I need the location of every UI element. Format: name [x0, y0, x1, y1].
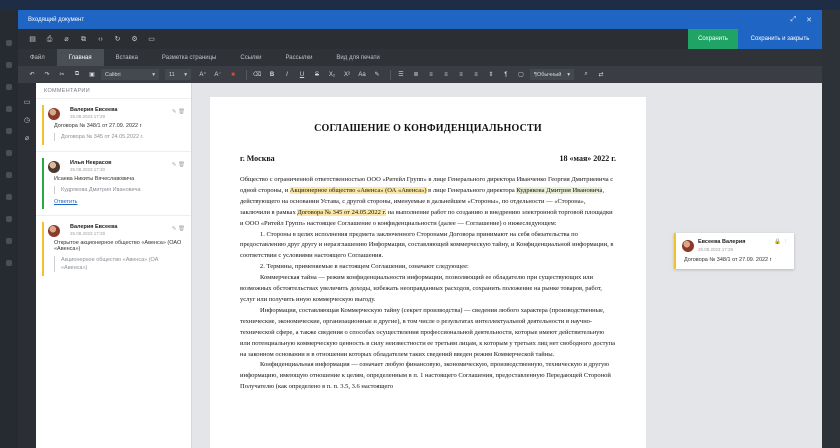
- sidebar-icon: [6, 172, 12, 178]
- comment-time: 25.08.2023 17:29: [70, 231, 106, 236]
- find-icon[interactable]: ⌕: [584, 71, 588, 77]
- refresh-icon[interactable]: ↻: [114, 35, 121, 43]
- comment-text: Открытое акционерное общество «Авенса» (ОАО «Авенса»): [54, 240, 182, 252]
- text-run: , действующего на основании Устава, с другой стороны, именуемые в дальнейшем «Стороны», по отдельности — «Сторона», заключили в рамках: [240, 186, 605, 216]
- avatar: [48, 161, 60, 173]
- bullets-icon[interactable]: ☰: [398, 72, 404, 78]
- modal-titlebar: [18, 10, 822, 29]
- comments-panel: [36, 83, 192, 448]
- text-color-icon[interactable]: ■: [231, 71, 235, 78]
- expand-icon[interactable]: ⤢: [790, 15, 797, 23]
- delete-icon[interactable]: 🗑: [178, 226, 185, 232]
- divider: [36, 151, 191, 152]
- document-city: г. Москва: [240, 154, 275, 163]
- chevron-down-icon: ▾: [184, 71, 187, 78]
- comment-quote: Кудрякова Дмитрия Ивановича: [54, 186, 185, 194]
- sidebar-icon: [6, 216, 12, 222]
- document-title: СОГЛАШЕНИЕ О КОНФИДЕНЦИАЛЬНОСТИ: [314, 123, 542, 134]
- divider: [36, 215, 191, 216]
- paragraph-icon[interactable]: ¶: [504, 71, 508, 78]
- avatar: [48, 225, 60, 237]
- comment-card[interactable]: [42, 158, 185, 209]
- ribbon-tabs: [18, 36, 822, 66]
- tab-references[interactable]: Ссылки: [240, 54, 262, 61]
- comment-author: Евсеева Валерия: [698, 239, 746, 245]
- divider: [390, 70, 391, 80]
- numbering-icon[interactable]: ≣: [413, 72, 419, 78]
- underline-icon[interactable]: U: [299, 71, 305, 78]
- city-date-row: [240, 154, 616, 163]
- clear-format-icon[interactable]: ⌫: [252, 72, 262, 78]
- font-size-value: 11: [169, 71, 175, 78]
- highlighted-text[interactable]: Кудрякова Дмитрия Ивановича: [516, 186, 603, 194]
- attach-icon[interactable]: ⌀: [64, 35, 69, 43]
- comment-time: 25.08.2023 17:29: [70, 114, 106, 119]
- italic-icon[interactable]: I: [286, 71, 288, 78]
- comment-text: Договора № 348/1 от 27.09. 2022 г: [54, 123, 142, 129]
- tab-file[interactable]: Файл: [30, 54, 45, 61]
- sidebar-icon: [6, 260, 12, 266]
- document-date: 18 «мая» 2022 г.: [559, 154, 616, 163]
- edit-icon[interactable]: ✎: [171, 109, 177, 115]
- avatar: [48, 108, 60, 120]
- comments-header: КОММЕНТАРИИ: [36, 83, 191, 99]
- sidebar-icon: [6, 128, 12, 134]
- replace-icon[interactable]: ⇄: [598, 72, 604, 78]
- line-spacing-icon[interactable]: ⇕: [488, 72, 494, 78]
- style-select[interactable]: [530, 69, 574, 80]
- comment-time: 25.08.2023 17:30: [70, 167, 106, 172]
- highlighted-text[interactable]: Договора № 345 от 24.05.2022 г.: [297, 208, 387, 216]
- edit-icon[interactable]: ✎: [171, 162, 177, 168]
- avatar: [682, 240, 694, 252]
- text-run: Общество с ограниченной ответственностью ООО «Ритейл Групп» в лице Генерального директора Иванченко Георгия Дмитриевича с одной стороны, и: [240, 176, 614, 194]
- attachments-icon[interactable]: ⌀: [24, 135, 30, 142]
- comment-text: Исаева Никиты Вячеславовича: [54, 176, 135, 182]
- comment-author: Валерия Евсеева: [70, 224, 118, 230]
- highlight-icon[interactable]: ✎: [374, 72, 380, 78]
- left-icon-rail: [18, 83, 36, 448]
- sidebar-icon: [6, 150, 12, 156]
- background-sidebar: [0, 10, 18, 448]
- delete-icon[interactable]: 🗑: [178, 109, 185, 115]
- background-topbar: [0, 0, 840, 10]
- inline-comment-card[interactable]: [674, 233, 794, 269]
- copy-format-icon[interactable]: ⧉: [74, 71, 80, 77]
- chevron-down-icon: ▾: [567, 71, 570, 78]
- comment-actions[interactable]: [172, 226, 185, 232]
- tab-home[interactable]: Главная: [57, 49, 104, 66]
- comment-author: Илья Некрасов: [70, 160, 112, 166]
- sidebar-icon: [6, 194, 12, 200]
- formatting-ribbon: [18, 66, 822, 83]
- comment-icon[interactable]: ▭: [148, 35, 155, 43]
- comment-time: 25.08.2023 17:29: [698, 247, 734, 252]
- comment-actions[interactable]: [774, 239, 788, 245]
- align-right-icon[interactable]: ≡: [459, 71, 463, 78]
- font-family-select[interactable]: [101, 69, 159, 80]
- sidebar-icon: [6, 40, 12, 46]
- comment-actions[interactable]: [172, 109, 185, 115]
- comment-author: Валерия Евсеева: [70, 107, 118, 113]
- code-icon[interactable]: ‹›: [98, 35, 103, 43]
- close-icon[interactable]: ✕: [806, 16, 812, 24]
- sidebar-icon: [6, 62, 12, 68]
- comment-card[interactable]: [42, 105, 185, 145]
- more-icon[interactable]: ⋮: [782, 239, 788, 245]
- redo-icon[interactable]: ↷: [44, 72, 50, 78]
- case-icon[interactable]: Aa: [358, 71, 366, 78]
- edit-icon[interactable]: ✎: [171, 226, 177, 232]
- paragraph: [240, 175, 616, 230]
- background-right-panel: [820, 10, 840, 448]
- undo-icon[interactable]: ↶: [29, 72, 35, 78]
- print-icon[interactable]: ⎙: [46, 35, 53, 43]
- modal-title: Входящий документ: [28, 16, 85, 23]
- document-page[interactable]: [210, 97, 646, 448]
- style-value: ¶Обычный: [534, 71, 562, 78]
- paragraph: 2. Термины, применяемые в настоящем Соглашении, означают следующее:: [260, 263, 469, 271]
- divider: [246, 70, 247, 80]
- highlighted-text[interactable]: Акционерное общество «Авенса» (ОА «Авенса»): [289, 186, 427, 194]
- settings-icon[interactable]: ⚙: [131, 35, 138, 43]
- subscript-icon[interactable]: X₂: [328, 71, 336, 78]
- paragraph: Информация, составляющая Коммерческую тайну (секрет производства) — сведения любого характера (производственные, технические, экономические, организационные и другие), в том числе о результатах интеллектуальной деятельности в научно-технической сфере, а также сведения о способах осуществления профессиональной деятельности, которые имеют действительную или потенциальную коммерческую ценность в силу неизвестности ее третьим лицам, к которым у третьих лиц нет свободного доступа на законном основании и в отношении которых обладателем таких сведений введен режим Коммерческой тайны.: [240, 306, 616, 358]
- sidebar-icon: [6, 84, 12, 90]
- lock-icon[interactable]: 🔒: [774, 239, 781, 245]
- comment-card[interactable]: [42, 222, 185, 276]
- tab-insert[interactable]: Вставка: [115, 54, 138, 61]
- font-family-value: Calibri: [105, 71, 121, 78]
- history-icon[interactable]: ◷: [23, 117, 31, 124]
- paragraph: Коммерческая тайна — режим конфиденциальности информации, позволяющий ее обладателю при существующих или возможных обстоятельствах увеличить доходы, избежать неоправданных расходов, сохранить положение на рынке товаров, работ, услуг или получить иную коммерческую выгоду.: [240, 274, 602, 303]
- font-size-select[interactable]: [165, 69, 191, 80]
- delete-icon[interactable]: 🗑: [178, 162, 185, 168]
- comment-quote: Договора № 345 от 24.05.2022 г.: [54, 133, 185, 141]
- justify-icon[interactable]: ≡: [474, 71, 478, 78]
- sidebar-icon: [6, 238, 12, 244]
- shading-icon[interactable]: ▢: [518, 72, 524, 78]
- copy-icon[interactable]: ⧉: [81, 35, 86, 43]
- document-icon[interactable]: ▤: [29, 35, 36, 43]
- text-run: в лице Генерального директора: [426, 186, 517, 194]
- comment-text: Договора № 348/1 от 27.09. 2022 г: [684, 257, 772, 263]
- decrease-font-icon[interactable]: A⁻: [214, 72, 222, 78]
- comments-icon[interactable]: ▭: [23, 99, 31, 106]
- document-body: [240, 175, 616, 393]
- cut-icon[interactable]: ✂: [59, 72, 65, 78]
- paste-icon[interactable]: ▣: [89, 72, 95, 78]
- workspace: [18, 83, 822, 448]
- superscript-icon[interactable]: X²: [344, 71, 350, 78]
- reply-link[interactable]: Ответить: [54, 199, 78, 205]
- paragraph: Конфиденциальная информация — означает любую финансовую, экономическую, производственную, техническую и другую информацию, имеющую отношение к целям, определенным в п. 1 настоящего Соглашения, предоставленную Передающей Стороной Получателю (как определено в п. п. 3.5, 3.6 настоящего: [240, 361, 611, 391]
- chevron-down-icon: ▾: [152, 71, 155, 78]
- strikethrough-icon[interactable]: S: [314, 71, 319, 78]
- document-area: [192, 83, 822, 448]
- tab-print-view[interactable]: Вид для печати: [336, 54, 380, 61]
- align-left-icon[interactable]: ≡: [429, 71, 433, 78]
- align-center-icon[interactable]: ≡: [444, 71, 448, 78]
- document-modal: [18, 10, 822, 448]
- tab-page-layout[interactable]: Разметка страницы: [161, 54, 217, 61]
- save-button[interactable]: Сохранить: [688, 29, 738, 49]
- save-and-close-button[interactable]: Сохранить и закрыть: [738, 29, 822, 49]
- text-run: на выполнение работ по созданию и внедрению электронной торговой площадки и ООО «Ритейл Групп» настоящее Соглашение о конфиденциальности (далее — Соглашение) о нижеследующем:: [240, 208, 613, 227]
- tab-mailings[interactable]: Рассылки: [285, 54, 313, 61]
- paragraph: 1. Стороны в целях исполнения предмета заключенного Сторонами Договора принимают на себя обязательства по предоставлению друг другу и неразглашению Информации, составляющей коммерческую тайну, и Конфиденциальной информации, в соответствии с условиями настоящего Соглашения.: [240, 230, 614, 260]
- comment-quote: Акционерное общество «Авенса» (ОА «Авенса»): [54, 256, 185, 272]
- comment-actions[interactable]: [172, 162, 185, 168]
- sidebar-icon: [6, 106, 12, 112]
- increase-font-icon[interactable]: A⁺: [199, 72, 207, 78]
- bold-icon[interactable]: B: [269, 71, 275, 78]
